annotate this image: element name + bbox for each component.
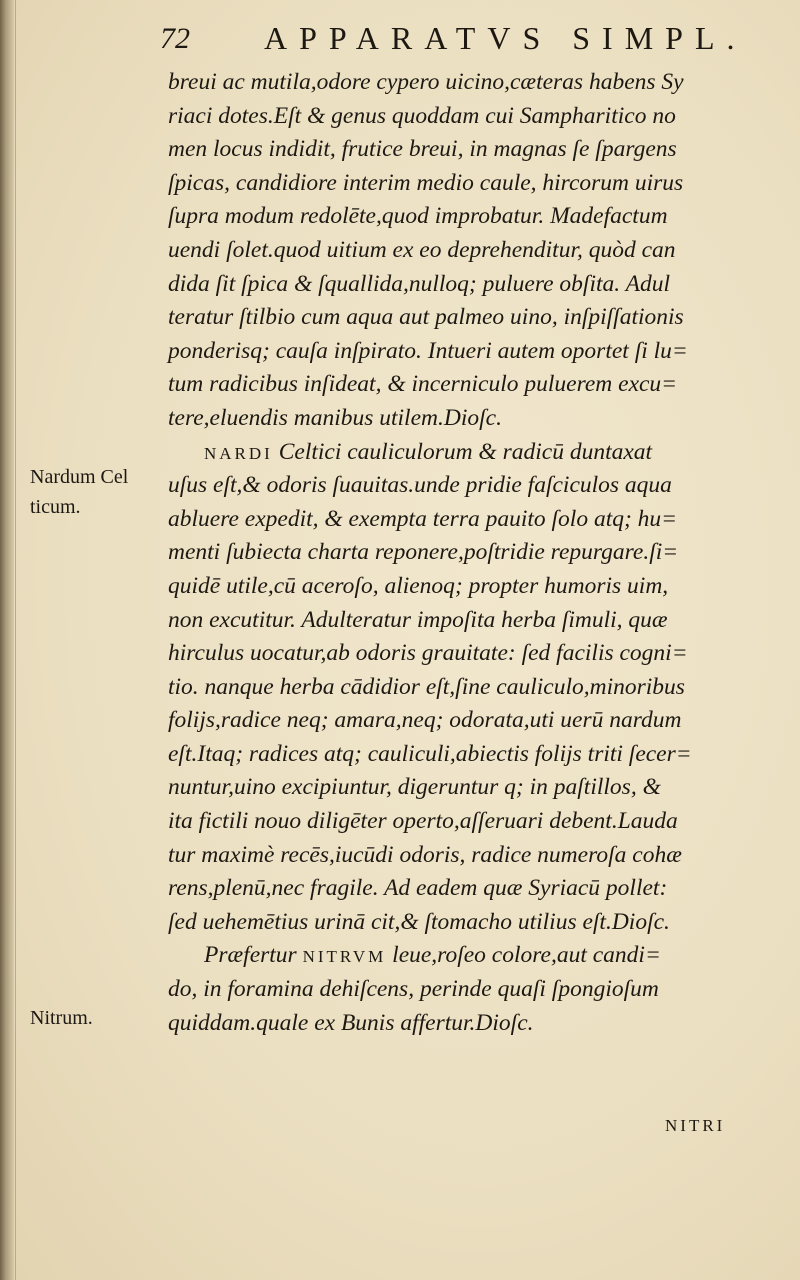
page-header	[160, 20, 760, 64]
text-line: men locus indidit, frutice breui, in magnas ſe ſpargens	[168, 136, 677, 163]
text-line: teratur ſtilbio cum aqua aut palmeo uino, inſpiſſationis	[168, 304, 684, 331]
text-line: riaci dotes.Eſt & genus quoddam cui Sampharitico no	[168, 102, 676, 129]
paragraph-start-nitrum	[168, 939, 768, 973]
text-line: ponderisq; cauſa inſpirato. Intueri autem oportet ſi lu=	[168, 337, 688, 364]
gutter-edge-line	[15, 0, 16, 1280]
text-line: quidē utile,cū aceroſo, alienoq; propter humoris uim,	[168, 572, 669, 599]
text-line: do, in foramina dehiſcens, perinde quaſi ſpongioſum	[168, 976, 659, 1003]
text-run: Celtici cauliculorum & radicū duntaxat	[272, 438, 653, 465]
main-text-block	[168, 66, 768, 1040]
text-line: tur maximè recēs,iucūdi odoris, radice numeroſa cohæ	[168, 841, 682, 868]
margin-note-line: ticum.	[30, 496, 81, 518]
running-title: APPARATVS SIMPL.	[264, 20, 747, 56]
page-number: 72	[160, 22, 190, 55]
catchword: NITRI	[665, 1116, 726, 1135]
paragraph-start-nardi	[168, 436, 768, 470]
small-caps-word: NITRVM	[302, 947, 387, 967]
text-line: hirculus uocatur,ab odoris grauitate: ſed facilis cogni=	[168, 640, 688, 667]
text-line: ſpicas, candidiore interim medio caule, hircorum uirus	[168, 169, 684, 196]
text-line: uendi ſolet.quod uitium ex eo deprehenditur, quòd can	[168, 236, 676, 263]
text-line: rens,plenū,nec fragile. Ad eadem quæ Syriacū pollet:	[168, 875, 668, 902]
text-line: menti ſubiecta charta reponere,poſtridie repurgare.ſi=	[168, 539, 679, 566]
text-line: abluere expedit, & exempta terra pauito ſolo atq; hu=	[168, 505, 678, 532]
text-line: eſt.Itaq; radices atq; cauliculi,abiectis folijs triti ſecer=	[168, 740, 692, 767]
text-line: tum radicibus inſideat, & incerniculo puluerem excu=	[168, 371, 678, 398]
text-line: nuntur,uino excipiuntur, digeruntur q; in paſtillos, &	[168, 774, 661, 801]
text-line: tio. nanque herba cādidior eſt,ſine cauliculo,minoribus	[168, 673, 685, 700]
binding-gutter	[0, 0, 14, 1280]
margin-note-nitrum: Nitrum.	[30, 1007, 93, 1029]
text-line: ita fictili nouo diligēter operto,aſſeruari debent.Lauda	[168, 808, 678, 835]
text-line: breui ac mutila,odore cypero uicino,cæteras habens Sy	[168, 69, 684, 95]
text-line: folijs,radice neq; amara,neq; odorata,uti uerū nardum	[168, 707, 682, 734]
text-run: leue,roſeo colore,aut candi=	[386, 942, 661, 969]
text-line: uſus eſt,& odoris ſuauitas.unde pridie faſciculos aqua	[168, 472, 672, 499]
margin-note-nardum-celticum	[30, 462, 128, 522]
text-line: non excutitur. Adulteratur impoſita herba ſimuli, quæ	[168, 606, 668, 633]
text-line: ſupra modum redolēte,quod improbatur. Madefactum	[168, 203, 668, 230]
margin-note-line: Nardum Cel	[30, 466, 129, 488]
text-line: quiddam.quale ex Bunis affertur.Dioſc.	[168, 1009, 534, 1036]
small-caps-word: NARDI	[204, 443, 273, 463]
text-line: dida ſit ſpica & ſquallida,nulloq; puluere obſita. Adul	[168, 270, 670, 297]
text-line: tere,eluendis manibus utilem.Dioſc.	[168, 404, 502, 431]
text-run: Præfertur	[204, 942, 303, 969]
text-line: ſed uehemētius urinā cit,& ſtomacho utilius eſt.Dioſc.	[168, 908, 670, 935]
